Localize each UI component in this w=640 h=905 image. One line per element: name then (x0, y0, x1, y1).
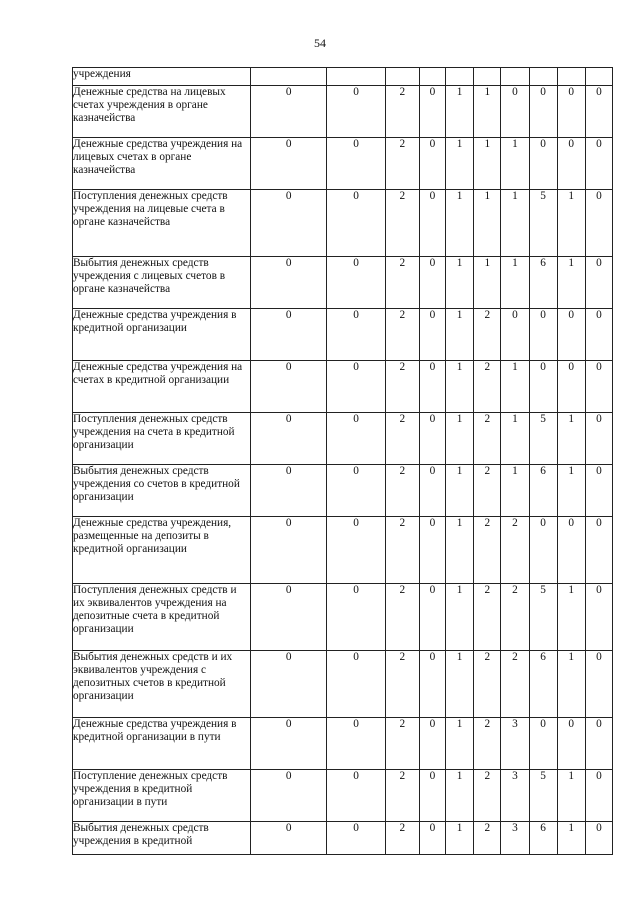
account-name-cell: Выбытия денежных средств учреждения со счетов в кредитной организации (73, 465, 251, 517)
code-digit-cell: 0 (250, 584, 326, 651)
code-digit-cell: 0 (501, 86, 529, 138)
table-row (73, 770, 613, 822)
code-digit-cell: 2 (385, 517, 419, 584)
code-digit-cell (446, 68, 474, 86)
table-row (73, 584, 613, 651)
code-digit-cell: 2 (501, 517, 529, 584)
table-row (73, 86, 613, 138)
code-digit-cell: 2 (385, 413, 419, 465)
code-digit-cell: 0 (419, 413, 445, 465)
code-digit-cell: 2 (385, 257, 419, 309)
code-digit-cell: 0 (585, 413, 612, 465)
code-digit-cell: 0 (250, 465, 326, 517)
code-digit-cell: 0 (585, 257, 612, 309)
code-digit-cell: 5 (529, 584, 557, 651)
code-digit-cell: 1 (474, 138, 501, 190)
code-digit-cell: 0 (419, 517, 445, 584)
code-digit-cell: 0 (557, 718, 585, 770)
code-digit-cell: 0 (327, 413, 385, 465)
table-row (73, 718, 613, 770)
code-digit-cell (419, 68, 445, 86)
code-digit-cell: 1 (446, 190, 474, 257)
code-digit-cell: 0 (250, 822, 326, 855)
code-digit-cell: 0 (327, 257, 385, 309)
table-row (73, 517, 613, 584)
code-digit-cell: 0 (585, 361, 612, 413)
code-digit-cell: 0 (585, 770, 612, 822)
code-digit-cell: 1 (446, 361, 474, 413)
code-digit-cell: 0 (585, 822, 612, 855)
code-digit-cell: 1 (446, 517, 474, 584)
code-digit-cell: 0 (585, 465, 612, 517)
code-digit-cell: 1 (446, 651, 474, 718)
code-digit-cell: 2 (385, 190, 419, 257)
page-number: 54 (314, 36, 326, 50)
code-digit-cell: 1 (474, 190, 501, 257)
code-digit-cell: 5 (529, 770, 557, 822)
code-digit-cell (327, 68, 385, 86)
code-digit-cell: 0 (529, 86, 557, 138)
code-digit-cell: 1 (446, 822, 474, 855)
code-digit-cell: 0 (557, 138, 585, 190)
code-digit-cell: 0 (557, 86, 585, 138)
code-digit-cell: 2 (385, 770, 419, 822)
account-name-cell: Денежные средства на лицевых счетах учреждения в органе казначейства (73, 86, 251, 138)
account-name-cell: учреждения (73, 68, 251, 86)
code-digit-cell: 3 (501, 718, 529, 770)
code-digit-cell: 2 (474, 465, 501, 517)
code-digit-cell: 1 (446, 138, 474, 190)
account-name-cell: Денежные средства учреждения в кредитной организации (73, 309, 251, 361)
code-digit-cell: 1 (501, 190, 529, 257)
code-digit-cell: 2 (474, 309, 501, 361)
code-digit-cell: 2 (474, 718, 501, 770)
code-digit-cell: 2 (474, 413, 501, 465)
table-row (73, 822, 613, 855)
code-digit-cell: 0 (250, 361, 326, 413)
table-row (73, 361, 613, 413)
code-digit-cell: 0 (419, 465, 445, 517)
table-row (73, 413, 613, 465)
code-digit-cell: 0 (585, 651, 612, 718)
table-row (73, 465, 613, 517)
code-digit-cell: 2 (385, 822, 419, 855)
code-digit-cell: 1 (557, 465, 585, 517)
code-digit-cell (585, 68, 612, 86)
code-digit-cell: 0 (419, 770, 445, 822)
account-name-cell: Денежные средства учреждения на лицевых счетах в органе казначейства (73, 138, 251, 190)
code-digit-cell: 0 (327, 309, 385, 361)
code-digit-cell: 0 (419, 822, 445, 855)
code-digit-cell: 0 (529, 309, 557, 361)
code-digit-cell: 1 (474, 257, 501, 309)
code-digit-cell: 2 (385, 86, 419, 138)
code-digit-cell (474, 68, 501, 86)
code-digit-cell: 0 (419, 190, 445, 257)
code-digit-cell: 1 (501, 413, 529, 465)
code-digit-cell: 0 (250, 651, 326, 718)
code-digit-cell: 0 (327, 651, 385, 718)
code-digit-cell (501, 68, 529, 86)
code-digit-cell: 0 (327, 465, 385, 517)
code-digit-cell: 0 (529, 361, 557, 413)
account-name-cell: Денежные средства учреждения на счетах в кредитной организации (73, 361, 251, 413)
code-digit-cell: 0 (557, 309, 585, 361)
code-digit-cell: 0 (250, 413, 326, 465)
code-digit-cell: 0 (419, 309, 445, 361)
code-digit-cell: 1 (557, 584, 585, 651)
account-name-cell: Денежные средства учреждения в кредитной организации в пути (73, 718, 251, 770)
code-digit-cell: 2 (385, 309, 419, 361)
account-codes-table (72, 67, 613, 855)
code-digit-cell: 0 (501, 309, 529, 361)
account-name-cell: Выбытия денежных средств учреждения с лицевых счетов в органе казначейства (73, 257, 251, 309)
code-digit-cell: 0 (557, 361, 585, 413)
code-digit-cell: 2 (385, 584, 419, 651)
code-digit-cell: 0 (327, 584, 385, 651)
code-digit-cell: 0 (250, 309, 326, 361)
code-digit-cell: 1 (446, 770, 474, 822)
code-digit-cell: 0 (250, 517, 326, 584)
code-digit-cell: 0 (585, 190, 612, 257)
code-digit-cell: 1 (446, 309, 474, 361)
code-digit-cell: 2 (385, 651, 419, 718)
code-digit-cell: 1 (446, 465, 474, 517)
code-digit-cell: 0 (327, 190, 385, 257)
code-digit-cell: 1 (557, 770, 585, 822)
code-digit-cell: 3 (501, 770, 529, 822)
code-digit-cell: 6 (529, 465, 557, 517)
code-digit-cell: 1 (501, 257, 529, 309)
code-digit-cell: 1 (557, 257, 585, 309)
account-name-cell: Поступления денежных средств учреждения на счета в кредитной организации (73, 413, 251, 465)
code-digit-cell: 6 (529, 822, 557, 855)
code-digit-cell: 0 (419, 361, 445, 413)
account-name-cell: Поступления денежных средств учреждения на лицевые счета в органе казначейства (73, 190, 251, 257)
account-name-cell: Поступление денежных средств учреждения в кредитной организации в пути (73, 770, 251, 822)
code-digit-cell: 0 (250, 257, 326, 309)
code-digit-cell: 5 (529, 190, 557, 257)
code-digit-cell: 0 (585, 718, 612, 770)
code-digit-cell: 0 (327, 138, 385, 190)
code-digit-cell: 0 (585, 138, 612, 190)
code-digit-cell: 1 (557, 822, 585, 855)
code-digit-cell: 0 (585, 309, 612, 361)
code-digit-cell: 0 (419, 138, 445, 190)
code-digit-cell: 1 (557, 651, 585, 718)
code-digit-cell: 0 (327, 718, 385, 770)
code-digit-cell: 0 (419, 651, 445, 718)
code-digit-cell: 0 (585, 86, 612, 138)
table-row (73, 309, 613, 361)
code-digit-cell: 0 (529, 718, 557, 770)
code-digit-cell: 0 (529, 138, 557, 190)
code-digit-cell: 6 (529, 651, 557, 718)
code-digit-cell: 1 (501, 138, 529, 190)
table-row (73, 68, 613, 86)
code-digit-cell: 0 (585, 517, 612, 584)
table-row (73, 651, 613, 718)
code-digit-cell: 0 (250, 718, 326, 770)
code-digit-cell: 2 (385, 718, 419, 770)
code-digit-cell: 2 (385, 361, 419, 413)
code-digit-cell: 0 (419, 86, 445, 138)
code-digit-cell: 2 (474, 651, 501, 718)
code-digit-cell: 0 (419, 718, 445, 770)
code-digit-cell: 3 (501, 822, 529, 855)
account-name-cell: Выбытия денежных средств учреждения в кредитной (73, 822, 251, 855)
code-digit-cell: 1 (446, 718, 474, 770)
code-digit-cell (250, 68, 326, 86)
code-digit-cell: 2 (474, 822, 501, 855)
code-digit-cell: 0 (419, 584, 445, 651)
code-digit-cell: 2 (474, 361, 501, 413)
code-digit-cell: 1 (501, 361, 529, 413)
table-row (73, 138, 613, 190)
code-digit-cell: 0 (529, 517, 557, 584)
code-digit-cell: 0 (250, 138, 326, 190)
code-digit-cell: 0 (419, 257, 445, 309)
code-digit-cell: 0 (327, 517, 385, 584)
code-digit-cell: 0 (327, 822, 385, 855)
code-digit-cell: 2 (501, 584, 529, 651)
code-digit-cell: 1 (446, 257, 474, 309)
table-body (73, 68, 613, 855)
code-digit-cell: 5 (529, 413, 557, 465)
code-digit-cell: 2 (385, 138, 419, 190)
code-digit-cell: 0 (585, 584, 612, 651)
code-digit-cell (385, 68, 419, 86)
code-digit-cell: 0 (557, 517, 585, 584)
account-name-cell: Поступления денежных средств и их эквивалентов учреждения на депозитные счета в кредитной организации (73, 584, 251, 651)
code-digit-cell: 1 (446, 86, 474, 138)
code-digit-cell: 0 (327, 770, 385, 822)
account-name-cell: Выбытия денежных средств и их эквивалентов учреждения с депозитных счетов в кредитной организации (73, 651, 251, 718)
table-row (73, 190, 613, 257)
code-digit-cell: 1 (501, 465, 529, 517)
code-digit-cell: 1 (474, 86, 501, 138)
table-row (73, 257, 613, 309)
code-digit-cell (557, 68, 585, 86)
code-digit-cell (529, 68, 557, 86)
code-digit-cell: 2 (385, 465, 419, 517)
code-digit-cell: 1 (557, 413, 585, 465)
code-digit-cell: 0 (250, 86, 326, 138)
code-digit-cell: 2 (474, 517, 501, 584)
code-digit-cell: 0 (327, 361, 385, 413)
account-name-cell: Денежные средства учреждения, размещенные на депозиты в кредитной организации (73, 517, 251, 584)
code-digit-cell: 2 (474, 770, 501, 822)
code-digit-cell: 1 (446, 584, 474, 651)
code-digit-cell: 0 (250, 190, 326, 257)
code-digit-cell: 6 (529, 257, 557, 309)
code-digit-cell: 0 (250, 770, 326, 822)
code-digit-cell: 2 (501, 651, 529, 718)
code-digit-cell: 1 (446, 413, 474, 465)
code-digit-cell: 2 (474, 584, 501, 651)
code-digit-cell: 1 (557, 190, 585, 257)
code-digit-cell: 0 (327, 86, 385, 138)
